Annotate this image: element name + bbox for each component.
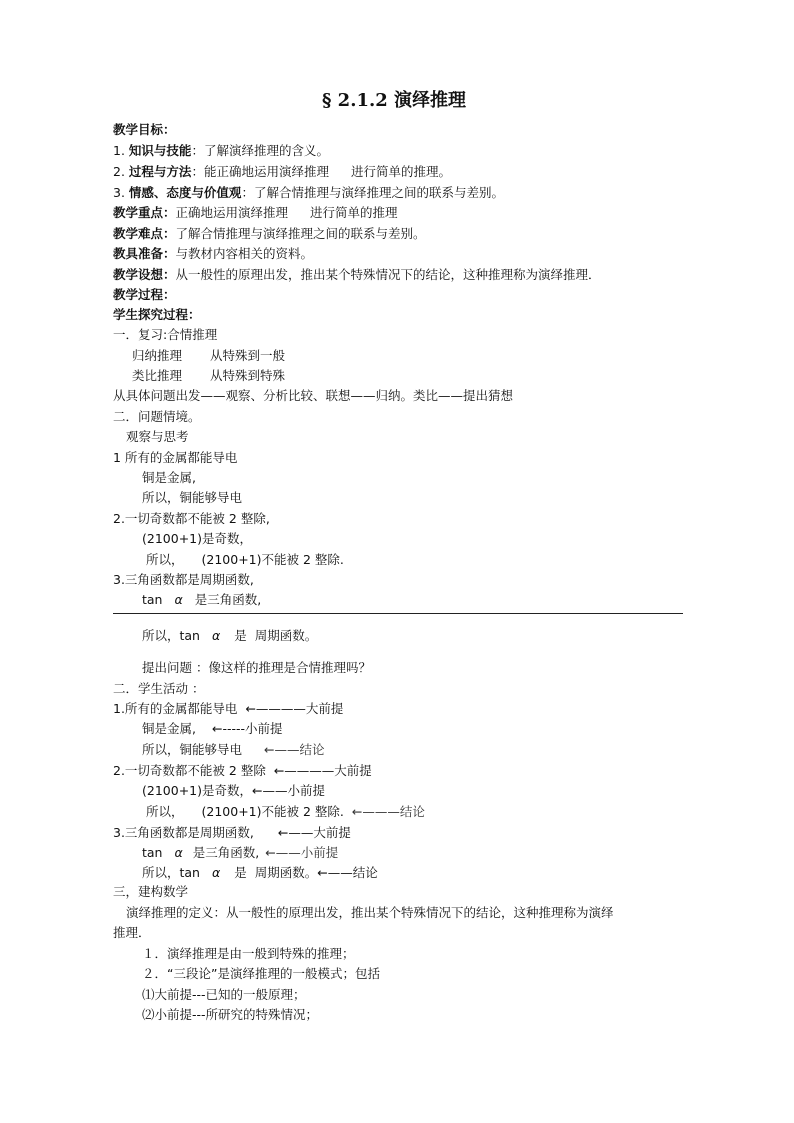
activity-row-3-text: 所以，铜能够导电 xyxy=(142,742,243,757)
review-row-1-a: 归纳推理 xyxy=(132,348,183,363)
objective-1-num: 1. xyxy=(113,143,125,158)
activity-row-9-note: ←——结论 xyxy=(317,865,378,880)
activity-row-7-note: ←——大前提 xyxy=(277,825,351,840)
materials-label: 教具准备： xyxy=(113,246,176,261)
explore-heading: 学生探究过程： xyxy=(113,307,201,322)
activity-row-9-text2: 是 xyxy=(234,865,247,880)
ex3-c xyxy=(142,630,317,643)
sub-point-2: ⑵小前提---所研究的特殊情况； xyxy=(142,1007,319,1022)
activity-row-1 xyxy=(113,703,343,716)
objectives-heading: 教学目标： xyxy=(113,122,176,137)
page-title: § 2.1.2 演绎推理 xyxy=(322,90,467,111)
sub-point-1: ⑴大前提---已知的一般原理； xyxy=(142,987,306,1002)
objective-1 xyxy=(113,145,329,158)
activity-row-6-text2: (2100+1)不能被 2 整除. xyxy=(201,804,344,819)
activity-row-8-text2: 是三角函数, xyxy=(192,845,260,860)
ex1-a: 1 所有的金属都能导电 xyxy=(113,450,238,465)
point-2: ２．“三段论”是演绎推理的一般模式；包括 xyxy=(142,966,380,981)
objective-2-label: 过程与方法 xyxy=(128,164,192,179)
ex3-b1: tan xyxy=(142,592,163,607)
activity-row-2-text: 铜是金属, xyxy=(142,721,196,736)
point-1: １．演绎推理是由一般到特殊的推理； xyxy=(142,946,355,961)
ex1-c: 所以，铜能够导电 xyxy=(142,490,243,505)
key-point-text-b: 进行简单的推理 xyxy=(310,205,398,220)
activity-heading: 二．学生活动 ： xyxy=(113,681,205,696)
objective-3-num: 3. xyxy=(113,185,125,200)
ex3-b2: 是三角函数, xyxy=(194,592,262,607)
alpha-symbol: α xyxy=(211,628,221,643)
ex3-c1: 所以，tan xyxy=(142,628,200,643)
activity-row-9-text1: 所以，tan xyxy=(142,865,200,880)
activity-row-6-note: ←———结论 xyxy=(351,804,425,819)
ex3-b xyxy=(142,594,261,607)
activity-row-3-note: ←——结论 xyxy=(264,742,325,757)
key-point-text-a: 正确地运用演绎推理 xyxy=(175,205,289,220)
activity-row-4 xyxy=(113,765,372,778)
review-row-1-b: 从特殊到一般 xyxy=(210,348,286,363)
process-heading: 教学过程： xyxy=(113,287,176,302)
objective-2-text-b: 进行简单的推理。 xyxy=(350,164,451,179)
activity-row-1-text: 1.所有的金属都能导电 xyxy=(113,701,238,716)
activity-row-5-note: ←——小前提 xyxy=(252,783,325,798)
ex3-c2: 是 xyxy=(234,628,247,643)
ex2-c2: (2100+1)不能被 2 整除. xyxy=(201,552,344,567)
alpha-symbol: α xyxy=(174,592,183,607)
activity-row-2-note: ←-----小前提 xyxy=(211,721,283,736)
activity-row-1-note: ←————大前提 xyxy=(245,701,344,716)
key-point-label: 教学重点： xyxy=(113,205,176,220)
ex3-a: 3.三角函数都是周期函数, xyxy=(113,572,254,587)
objective-3 xyxy=(113,187,504,200)
observe-label: 观察与思考 xyxy=(126,429,189,444)
activity-row-7-text: 3.三角函数都是周期函数, xyxy=(113,825,254,840)
ex2-b: (2100+1)是奇数， xyxy=(142,531,252,546)
activity-row-5-text: (2100+1)是奇数， xyxy=(142,783,252,798)
activity-row-9-text3: 周期函数。 xyxy=(254,865,318,880)
definition-line-1: 演绎推理的定义：从一般性的原理出发，推出某个特殊情况下的结论，这种推理称为演绎 xyxy=(126,905,614,920)
review-row-2-a: 类比推理 xyxy=(132,368,183,383)
activity-row-4-note: ←————大前提 xyxy=(273,763,372,778)
design-label: 教学设想： xyxy=(113,267,176,282)
build-heading: 三，建构数学 xyxy=(113,884,189,899)
activity-row-3 xyxy=(142,744,325,757)
activity-row-6 xyxy=(146,806,425,819)
definition-line-2: 推理． xyxy=(113,925,151,940)
objective-2 xyxy=(113,166,451,179)
ex2-c1: 所以， xyxy=(146,552,184,567)
activity-row-8-text1: tan xyxy=(142,845,163,860)
difficulty xyxy=(113,228,426,241)
review-row-1 xyxy=(132,350,285,363)
key-point xyxy=(113,207,398,220)
activity-row-5 xyxy=(142,785,325,798)
ex3-c3: 周期函数。 xyxy=(254,628,318,643)
review-heading: 一．复习:合情推理 xyxy=(113,327,218,342)
objective-2-num: 2. xyxy=(113,164,125,179)
activity-row-7 xyxy=(113,827,351,840)
situation-heading: 二．问题情境。 xyxy=(113,409,201,424)
review-row-2-b: 从特殊到特殊 xyxy=(210,368,286,383)
activity-row-2 xyxy=(142,723,283,736)
alpha-symbol: α xyxy=(211,865,221,880)
question: 提出问题 ：像这样的推理是合情推理吗？ xyxy=(142,660,371,675)
review-summary: 从具体问题出发——观察、分析比较、联想——归纳。类比——提出猜想 xyxy=(113,388,514,403)
objective-1-text: ：了解演绎推理的含义。 xyxy=(191,143,329,158)
alpha-symbol: α xyxy=(174,845,183,860)
ex2-a: 2.一切奇数都不能被 2 整除, xyxy=(113,511,270,526)
ex1-b: 铜是金属, xyxy=(142,470,196,485)
materials xyxy=(113,248,313,261)
review-row-2 xyxy=(132,370,285,383)
activity-row-4-text: 2.一切奇数都不能被 2 整除 xyxy=(113,763,266,778)
activity-row-8-note: ←——小前提 xyxy=(265,845,339,860)
design-text: 从一般性的原理出发，推出某个特殊情况下的结论，这种推理称为演绎推理． xyxy=(175,267,601,282)
activity-row-6-text1: 所以， xyxy=(146,804,184,819)
objective-2-text-a: ：能正确地运用演绎推理 xyxy=(191,164,329,179)
objective-1-label: 知识与技能 xyxy=(128,143,192,158)
activity-row-9 xyxy=(142,867,378,880)
objective-3-label: 情感、态度与价值观 xyxy=(128,185,242,200)
design xyxy=(113,269,601,282)
activity-row-8 xyxy=(142,847,338,860)
difficulty-text: 了解合情推理与演绎推理之间的联系与差别。 xyxy=(175,226,426,241)
materials-text: 与教材内容相关的资料。 xyxy=(175,246,314,261)
ex2-c xyxy=(146,554,344,567)
difficulty-label: 教学难点： xyxy=(113,226,176,241)
objective-3-text: ：了解合情推理与演绎推理之间的联系与差别。 xyxy=(241,185,504,200)
page-divider xyxy=(113,613,683,614)
